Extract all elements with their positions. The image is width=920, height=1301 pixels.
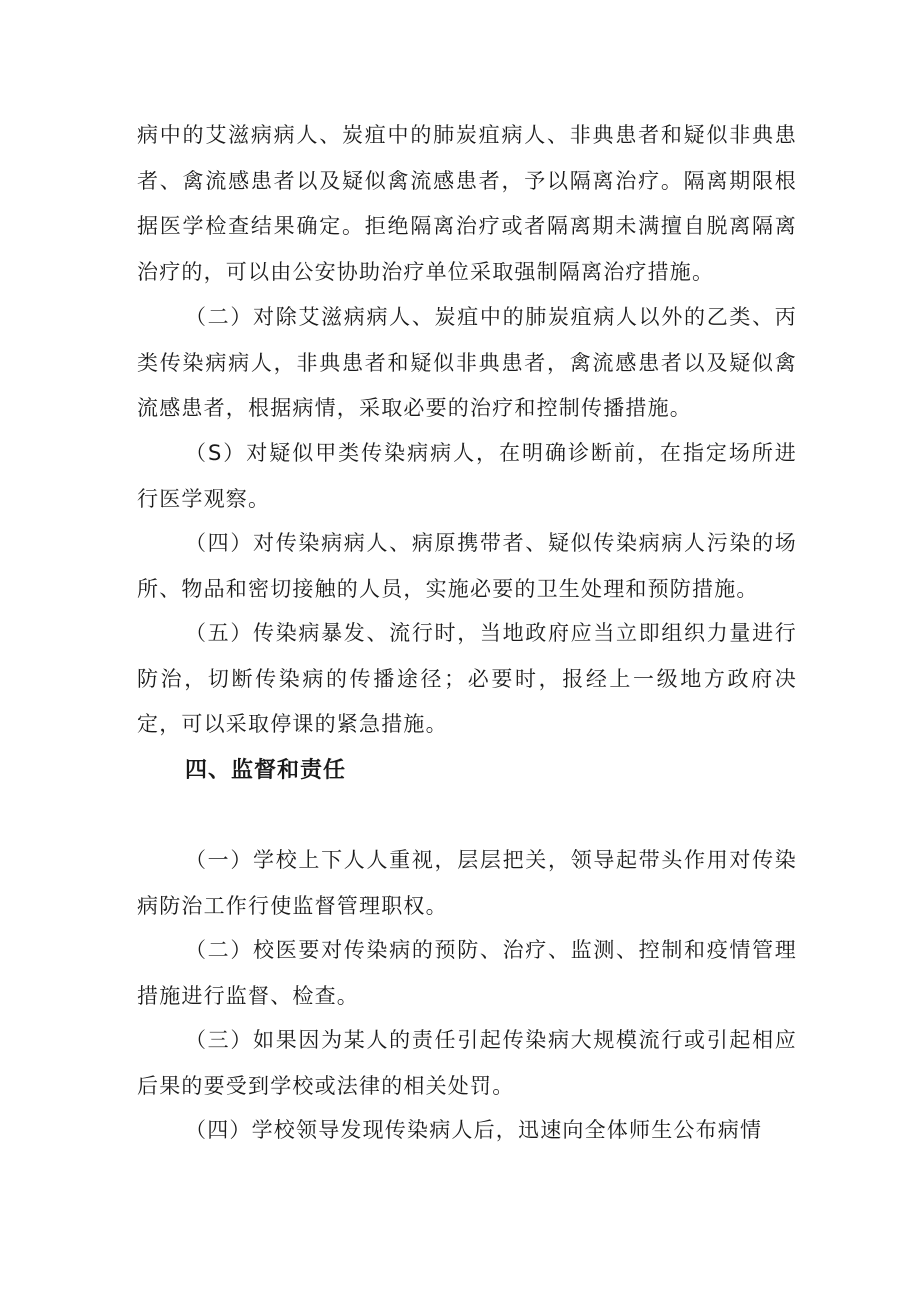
section-paragraph-3: （三）如果因为某人的责任引起传染病大规模流行或引起相应后果的要受到学校或法律的相关处罚。 xyxy=(137,1028,797,1098)
section-paragraph-1: （一）学校上下人人重视，层层把关，领导起带头作用对传染病防治工作行使监督管理职权。 xyxy=(137,848,797,918)
paragraph-item-5: （五）传染病暴发、流行时，当地政府应当立即组织力量进行防治，切断传染病的传播途径；必要时，报经上一级地方政府决定，可以采取停课的紧急措施。 xyxy=(137,621,797,736)
section-paragraph-2: （二）校医要对传染病的预防、治疗、监测、控制和疫情管理措施进行监督、检查。 xyxy=(137,938,797,1008)
section-paragraph-4: （四）学校领导发现传染病人后，迅速向全体师生公布病情 xyxy=(185,1118,763,1142)
paragraph-item-3: （S）对疑似甲类传染病病人，在明确诊断前，在指定场所进行医学观察。 xyxy=(137,441,797,511)
paragraph-isolation-treatment: 病中的艾滋病病人、炭疽中的肺炭疽病人、非典患者和疑似非典患者、禽流感患者以及疑似禽流感患者，予以隔离治疗。隔离期限根据医学检查结果确定。拒绝隔离治疗或者隔离期未满擅自脱离隔离治疗的，可以由公安协助治疗单位采取强制隔离治疗措施。 xyxy=(137,123,797,284)
paragraph-item-4: （四）对传染病病人、病原携带者、疑似传染病病人污染的场所、物品和密切接触的人员，实施必要的卫生处理和预防措施。 xyxy=(137,531,797,601)
section-heading: 四、监督和责任 xyxy=(185,758,347,783)
paragraph-item-2: （二）对除艾滋病病人、炭疽中的肺炭疽病人以外的乙类、丙类传染病病人，非典患者和疑似非典患者，禽流感患者以及疑似禽流感患者，根据病情，采取必要的治疗和控制传播措施。 xyxy=(137,305,797,420)
